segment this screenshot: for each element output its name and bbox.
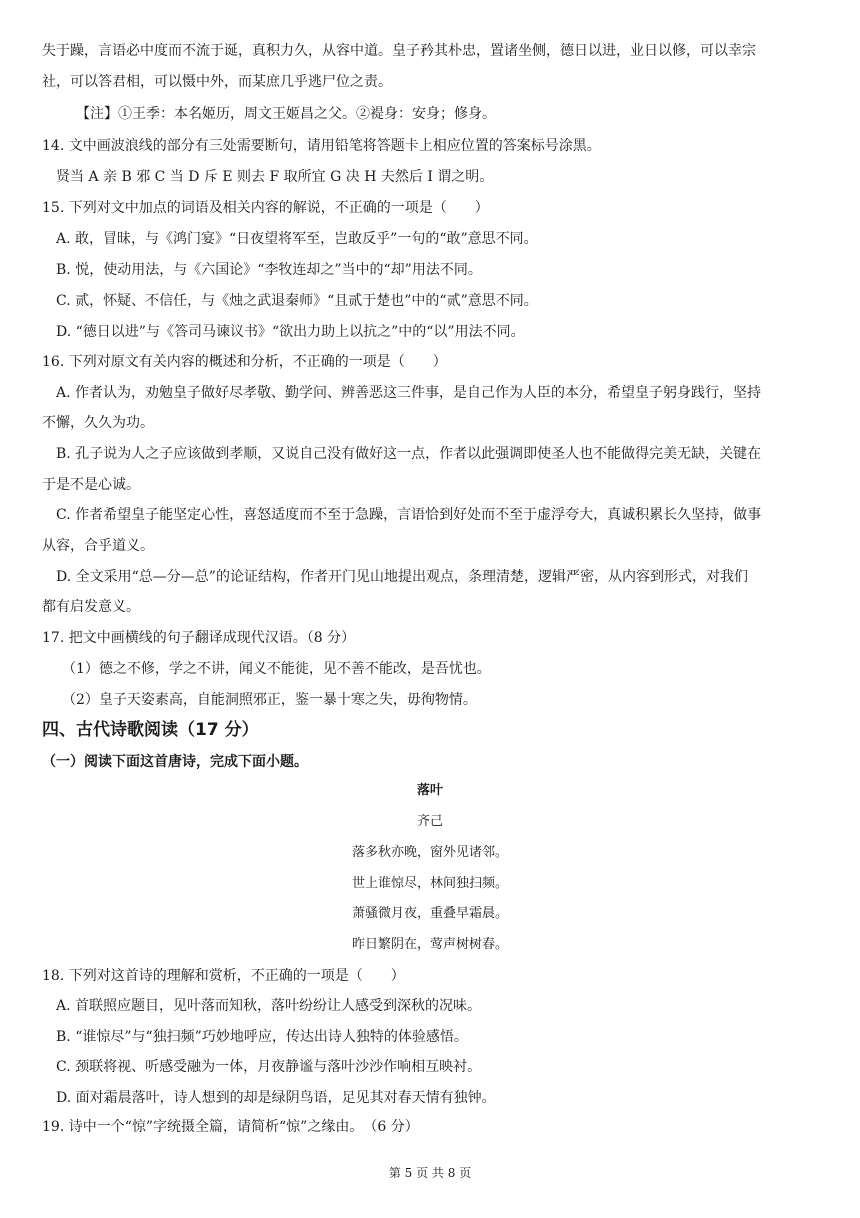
passage-line-1: 失于躁，言语必中度而不流于诞，真积力久，从容中道。皇子矜其朴忠，置诸坐侧，德日以进，业日以修，可以幸宗 xyxy=(42,43,756,59)
q14-text: 贤当 A 亲 B 邪 C 当 D 斥 E 则去 F 取所宜 G 决 H 夫然后 I 谓之明。 xyxy=(56,169,494,185)
q18-option-d: D. 面对霜晨落叶，诗人想到的却是绿阴鸟语，足见其对春天情有独钟。 xyxy=(56,1090,496,1106)
q16-option-d-line2: 都有启发意义。 xyxy=(42,599,140,615)
q16-option-b-line1: B. 孔子说为人之子应该做到孝顺，又说自己没有做好这一点，作者以此强调即使圣人也不能做得完美无缺，关键在 xyxy=(56,446,762,462)
q16-option-d-line1: D. 全文采用“总—分—总”的论证结构，作者开门见山地提出观点，条理清楚，逻辑严密，从内容到形式，对我们 xyxy=(56,569,748,585)
poem-line-4: 昨日繁阴在，莺声树树春。 xyxy=(351,937,508,952)
q16-option-a-line1: A. 作者认为，劝勉皇子做好尽孝敬、勤学问、辨善恶这三件事，是自己作为人臣的本分，希望皇子躬身践行，坚持 xyxy=(56,385,762,401)
passage-note: 【注】①王季：本名姬历，周文王姬昌之父。②褆身：安身；修身。 xyxy=(76,106,496,122)
poem-line-2: 世上谁惊尽，林间独扫频。 xyxy=(351,876,508,891)
q17-sentence-2: （2）皇子天姿素高，自能洞照邪正，鉴一暴十寒之失，毋徇物情。 xyxy=(62,692,477,708)
q16-option-a-line2: 不懈，久久为功。 xyxy=(42,415,154,431)
q15-option-c: C. 贰，怀疑、不信任，与《烛之武退秦师》“且贰于楚也”中的“贰”意思不同。 xyxy=(56,293,538,309)
q18-option-c: C. 颈联将视、听感受融为一体，月夜静谧与落叶沙沙作响相互映衬。 xyxy=(56,1059,482,1075)
section-heading: 四、古代诗歌阅读（17 分） xyxy=(42,720,259,740)
q18-option-b: B. “谁惊尽”与“独扫频”巧妙地呼应，传达出诗人独特的体验感悟。 xyxy=(56,1029,468,1045)
poem-line-3: 萧骚微月夜，重叠早霜晨。 xyxy=(351,906,508,921)
q15-option-d: D. “德日以进”与《答司马谏议书》“欲出力助上以抗之”中的“以”用法不同。 xyxy=(56,324,525,340)
passage-line-2: 社，可以答君相，可以慑中外，而某庶几乎逃尸位之责。 xyxy=(42,74,392,90)
q17-sentence-1: （1）德之不修，学之不讲，闻义不能徙，见不善不能改，是吾忧也。 xyxy=(62,661,491,677)
q15-option-b: B. 悦，使动用法，与《六国论》“李牧连却之”当中的“却”用法不同。 xyxy=(56,262,482,278)
q17-stem: 17. 把文中画横线的句子翻译成现代汉语。（8 分） xyxy=(42,630,356,646)
q16-stem: 16. 下列对原文有关内容的概述和分析，不正确的一项是（ ） xyxy=(42,354,447,370)
q18-stem: 18. 下列对这首诗的理解和赏析，不正确的一项是（ ） xyxy=(42,968,405,984)
q18-option-a: A. 首联照应题目，见叶落而知秋，落叶纷纷让人感受到深秋的况味。 xyxy=(56,998,482,1014)
page-footer: 第 5 页 共 8 页 xyxy=(388,1166,472,1180)
poem-author: 齐己 xyxy=(416,814,443,829)
q16-option-c-line1: C. 作者希望皇子能坚定心性，喜怒适度而不至于急躁，言语恰到好处而不至于虚浮夸大，真诚积累长久坚持，做事 xyxy=(56,507,762,523)
poem-line-1: 落多秋亦晚，窗外见诸邻。 xyxy=(351,845,508,860)
q16-option-c-line2: 从容，合乎道义。 xyxy=(42,538,154,554)
q15-stem: 15. 下列对文中加点的词语及相关内容的解说，不正确的一项是（ ） xyxy=(42,200,489,216)
poem-title: 落叶 xyxy=(416,783,443,798)
q16-option-b-line2: 于是不是心诚。 xyxy=(42,477,140,493)
q19-stem: 19. 诗中一个“惊”字统摄全篇，请简析“惊”之缘由。 （6 分） xyxy=(42,1119,419,1135)
q14-stem: 14. 文中画波浪线的部分有三处需要断句，请用铅笔将答题卡上相应位置的答案标号涂黑。 xyxy=(42,138,601,154)
q15-option-a: A. 敢，冒昧，与《鸿门宴》“日夜望将军至，岂敢反乎”一句的“敢”意思不同。 xyxy=(56,231,538,247)
section-subheading: （一）阅读下面这首唐诗，完成下面小题。 xyxy=(42,754,308,770)
